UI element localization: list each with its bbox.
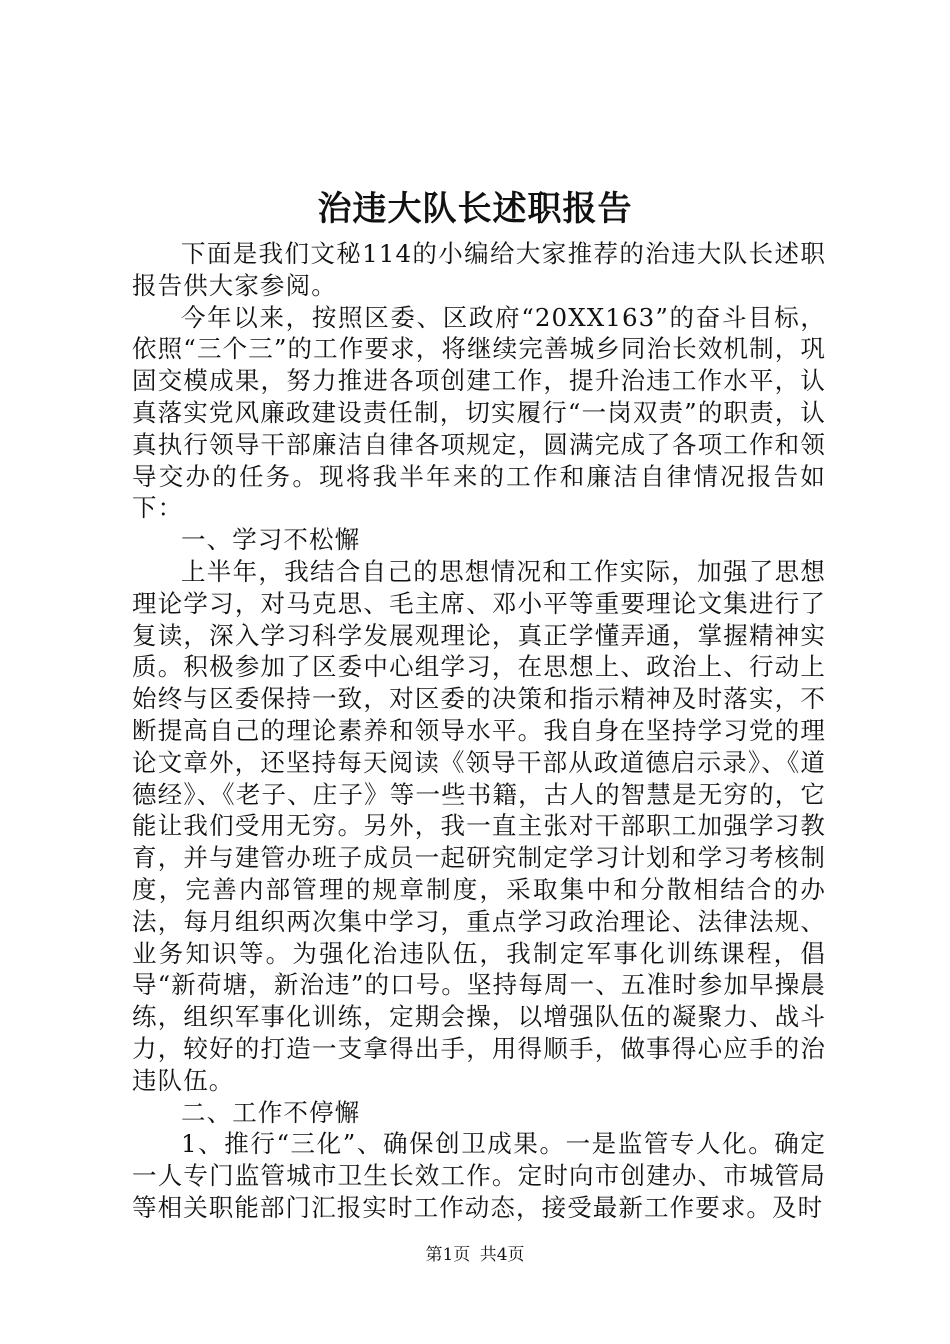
- section-heading-work: 二、工作不停懈: [181, 1097, 361, 1127]
- page-number: 第1页: [425, 1245, 471, 1265]
- paragraph-work: 1、推行“三化”、确保创卫成果。一是监管专人化。确定一人专门监管城市卫生长效工作。定时向市创建办、市城管局等相关职能部门汇报实时工作动态，接受最新工作要求。及时: [132, 1129, 826, 1222]
- page-total: 共4页: [479, 1245, 525, 1265]
- document-title: 治违大队长述职报告: [317, 189, 633, 229]
- paragraph-intro: 下面是我们文秘114的小编给大家推荐的治违大队长述职报告供大家参阅。: [132, 239, 826, 300]
- page-footer: [0, 1244, 950, 1266]
- document-body: [132, 238, 826, 1224]
- section-heading-study: 一、学习不松懈: [181, 525, 361, 555]
- paragraph-study: 上半年，我结合自己的思想情况和工作实际，加强了思想理论学习，对马克思、毛主席、邓小平等重要理论文集进行了复读，深入学习科学发展观理论，真正学懂弄通，掌握精神实质。积极参加了区委中心组学习，在思想上、政治上、行动上始终与区委保持一致，对区委的决策和指示精神及时落实，不断提高自己的理论素养和领导水平。我自身在坚持学习党的理论文章外，还坚持每天阅读《领导干部从政道德启示录》、《道德经》、《老子、庄子》等一些书籍，古人的智慧是无穷的，它能让我们受用无穷。另外，我一直主张对干部职工加强学习教育，并与建管办班子成员一起研究制定学习计划和学习考核制度，完善内部管理的规章制度，采取集中和分散相结合的办法，每月组织两次集中学习，重点学习政治理论、法律法规、业务知识等。为强化治违队伍，我制定军事化训练课程，倡导“新荷塘，新治违”的口号。坚持每周一、五准时参加早操晨练，组织军事化训练，定期会操，以增强队伍的凝聚力、战斗力，较好的打造一支拿得出手，用得顺手，做事得心应手的治违队伍。: [132, 556, 826, 1095]
- paragraph-overview: 今年以来，按照区委、区政府“20XX163”的奋斗目标，依照“三个三”的工作要求，将继续完善城乡同治长效机制，巩固交模成果，努力推进各项创建工作，提升治违工作水平，认真落实党风廉政建设责任制，切实履行“一岗双责”的职责，认真执行领导干部廉洁自律各项规定，圆满完成了各项工作和领导交办的任务。现将我半年来的工作和廉洁自律情况报告如下：: [132, 302, 826, 523]
